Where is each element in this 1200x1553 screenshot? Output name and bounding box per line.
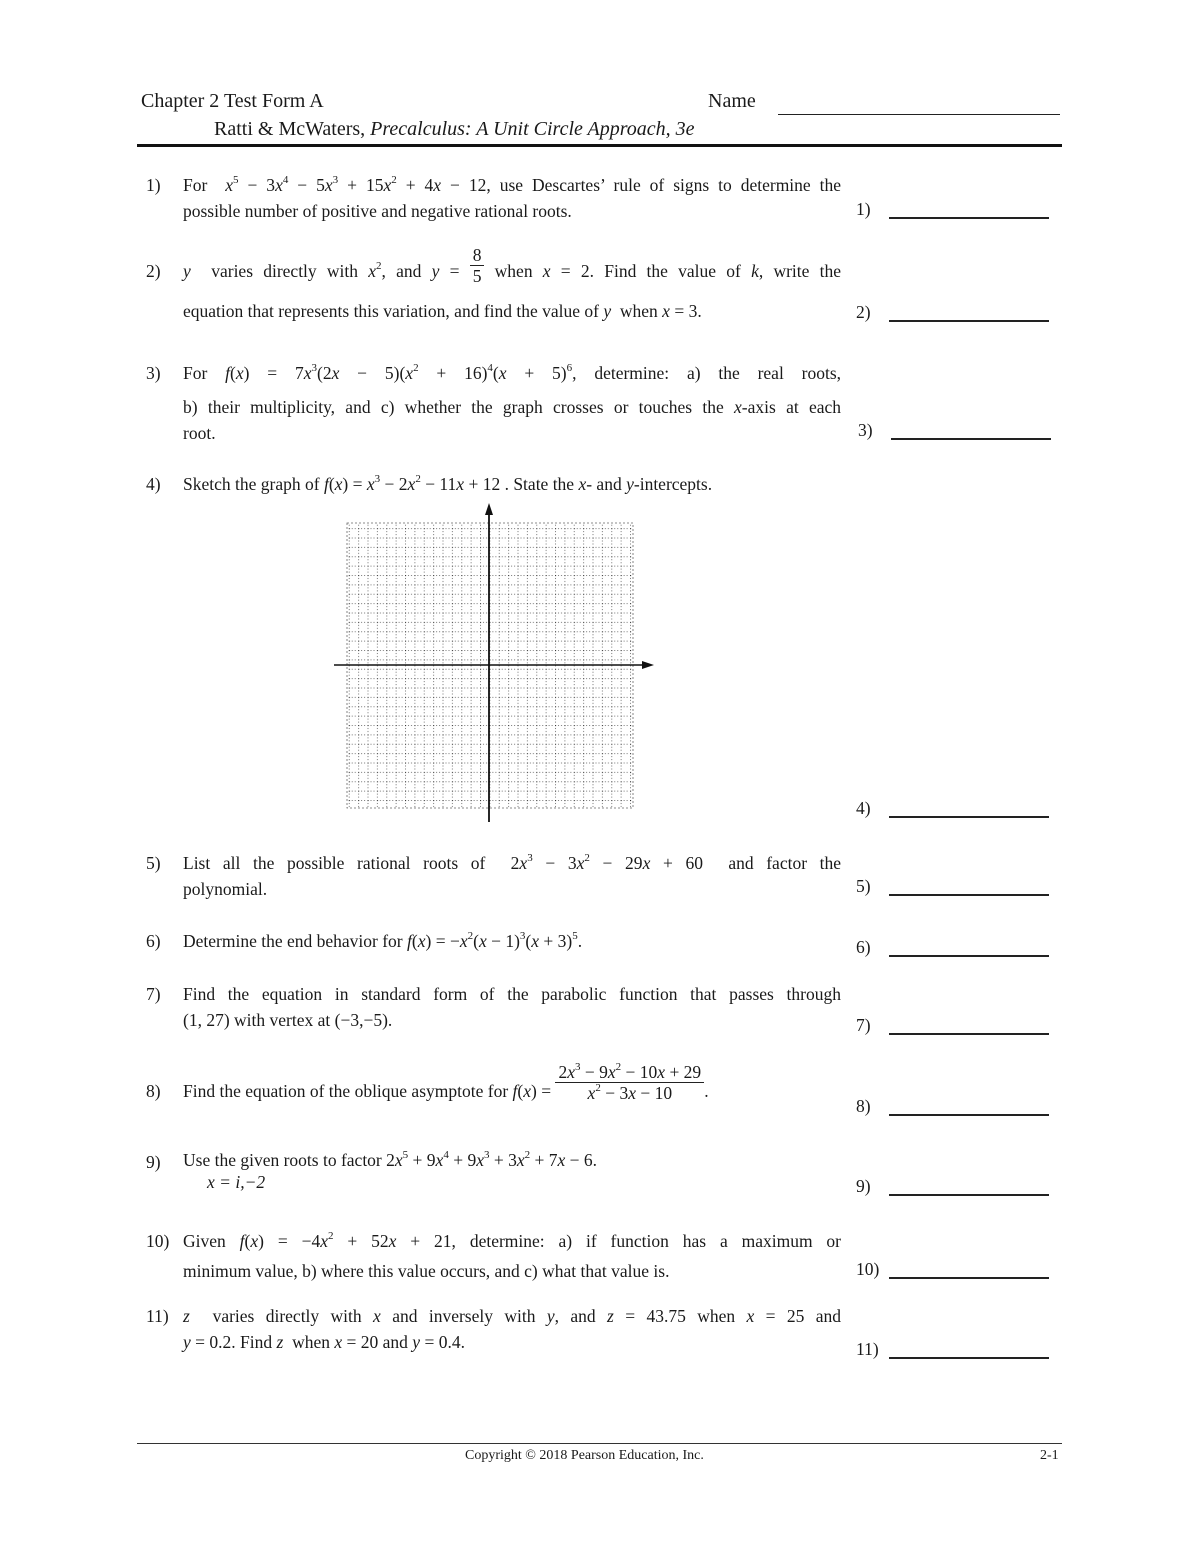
answer-line[interactable]: [889, 955, 1049, 957]
answer-line[interactable]: [889, 816, 1049, 818]
question-number: 1): [146, 175, 161, 195]
question-number: 2): [146, 261, 161, 281]
footer-divider: [137, 1443, 1062, 1444]
question-number: 10): [146, 1231, 170, 1251]
q3-line1: For $f(x) = 7x^3(2x - 5)(x^2 + 16)^4(x + 5)^6$, determine: a) the real roots,: [183, 362, 841, 383]
q1-line1: For $x^5 - 3x^4 - 5x^3 + 15x^2 + 4x - 12$, use Descartes’ rule of signs to determine the: [183, 174, 842, 195]
subtitle: [214, 118, 695, 141]
test-title: Chapter 2 Test Form A: [141, 90, 324, 112]
answer-line[interactable]: [889, 1277, 1049, 1279]
answer-line[interactable]: [889, 1194, 1049, 1196]
q10-function: $f(x) = -4x^2 + 52x + 21$,: [239, 1230, 456, 1251]
answer-line[interactable]: [889, 894, 1049, 896]
answer-10: 10): [856, 1259, 879, 1280]
q3-line2: b) their multiplicity, and c) whether the graph crosses or touches the x-axis at each: [183, 397, 842, 417]
q9-polynomial: $2x^5 + 9x^4 + 9x^3 + 3x^2 + 7x - 6$.: [386, 1149, 598, 1170]
q6-function: $f(x) = -x^2(x - 1)^3(x + 3)^5$.: [407, 930, 583, 951]
question-number: 4): [146, 474, 161, 494]
answer-line[interactable]: [889, 320, 1049, 322]
q8-fraction: $\frac{2x^3 - 9x^2 - 10x + 29}{x^2 - 3x - 10}$: [555, 1062, 704, 1103]
subtitle-authors: Ratti & McWaters,: [214, 118, 371, 140]
answer-line[interactable]: [889, 217, 1049, 219]
answer-3: 3): [858, 420, 873, 441]
answer-line[interactable]: [889, 1357, 1049, 1359]
question-number: 3): [146, 363, 161, 383]
answer-4: 4): [856, 798, 871, 819]
graph-grid[interactable]: [330, 500, 660, 825]
q7-line1: Find the equation in standard form of the parabolic function that passes through: [183, 984, 841, 1004]
answer-11: 11): [856, 1339, 879, 1360]
q10-line1: Given $f(x) = -4x^2 + 52x + 21$, determine: a) if function has a maximum or: [183, 1230, 842, 1251]
q9-roots: x = i,−2: [207, 1172, 266, 1192]
answer-2: 2): [856, 302, 871, 323]
answer-line[interactable]: [889, 1114, 1049, 1116]
question-number: 5): [146, 853, 161, 873]
q11-line1: z varies directly with x and inversely with y, and z = 43.75 when x = 25 and: [183, 1306, 842, 1326]
question-number: 8): [146, 1081, 161, 1101]
answer-line[interactable]: [891, 438, 1051, 440]
answer-line[interactable]: [889, 1033, 1049, 1035]
header-divider: [137, 144, 1062, 147]
name-field[interactable]: [778, 114, 1060, 115]
page-number: 2-1: [1040, 1448, 1059, 1463]
answer-5: 5): [856, 876, 871, 897]
answer-8: 8): [856, 1096, 871, 1117]
q2-line1: y varies directly with $x^2$, and y = $\frac{8}{5}$ when x = 2. Find the value of k, write the: [183, 245, 841, 287]
q8-line1: Find the equation of the oblique asymptote for f(x) = $\frac{2x^3 - 9x^2 - 10x + 29}{x^2 - 3x - 10}$ .: [183, 1061, 709, 1104]
question-number: 9): [146, 1152, 161, 1172]
q1-line2: possible number of positive and negative rational roots.: [183, 201, 572, 221]
q6-line1: Determine the end behavior for $f(x) = -x^2(x - 1)^3(x + 3)^5$.: [183, 930, 583, 951]
answer-7: 7): [856, 1015, 871, 1036]
answer-1: 1): [856, 199, 871, 220]
q5-line1: List all the possible rational roots of $2x^3 - 3x^2 - 29x + 60$ and factor the: [183, 852, 842, 873]
q1-polynomial: $x^5 - 3x^4 - 5x^3 + 15x^2 + 4x - 12$: [225, 174, 487, 195]
q9-line1: Use the given roots to factor $2x^5 + 9x^4 + 9x^3 + 3x^2 + 7x - 6$.: [183, 1149, 598, 1170]
answer-9: 9): [856, 1176, 871, 1197]
q5-line2: polynomial.: [183, 879, 268, 899]
y-axis-arrow-icon: [485, 503, 493, 515]
x-axis-arrow-icon: [642, 661, 654, 669]
q5-polynomial: $2x^3 - 3x^2 - 29x + 60$: [510, 852, 704, 873]
question-number: 6): [146, 931, 161, 951]
q3-line3: root.: [183, 423, 216, 443]
q7-line2: (1, 27) with vertex at (−3,−5).: [183, 1010, 393, 1030]
q10-line2: minimum value, b) where this value occurs, and c) what that value is.: [183, 1261, 670, 1281]
q4-function: $f(x) = x^3 - 2x^2 - 11x + 12$: [323, 473, 501, 494]
question-number: 11): [146, 1306, 169, 1326]
name-label: Name: [708, 90, 756, 112]
q11-line2: y = 0.2. Find z when x = 20 and y = 0.4.: [183, 1332, 465, 1352]
question-number: 7): [146, 984, 161, 1004]
q3-function: $f(x) = 7x^3(2x - 5)(x^2 + 16)^4(x + 5)^6$,: [225, 362, 577, 383]
q4-line1: Sketch the graph of $f(x) = x^3 - 2x^2 - 11x + 12$ . State the x- and y-intercepts.: [183, 473, 713, 494]
subtitle-book: Precalculus: A Unit Circle Approach, 3e: [370, 118, 695, 140]
copyright: Copyright © 2018 Pearson Education, Inc.: [465, 1448, 704, 1463]
q2-line2: equation that represents this variation, and find the value of y when x = 3.: [183, 301, 702, 322]
answer-6: 6): [856, 937, 871, 958]
